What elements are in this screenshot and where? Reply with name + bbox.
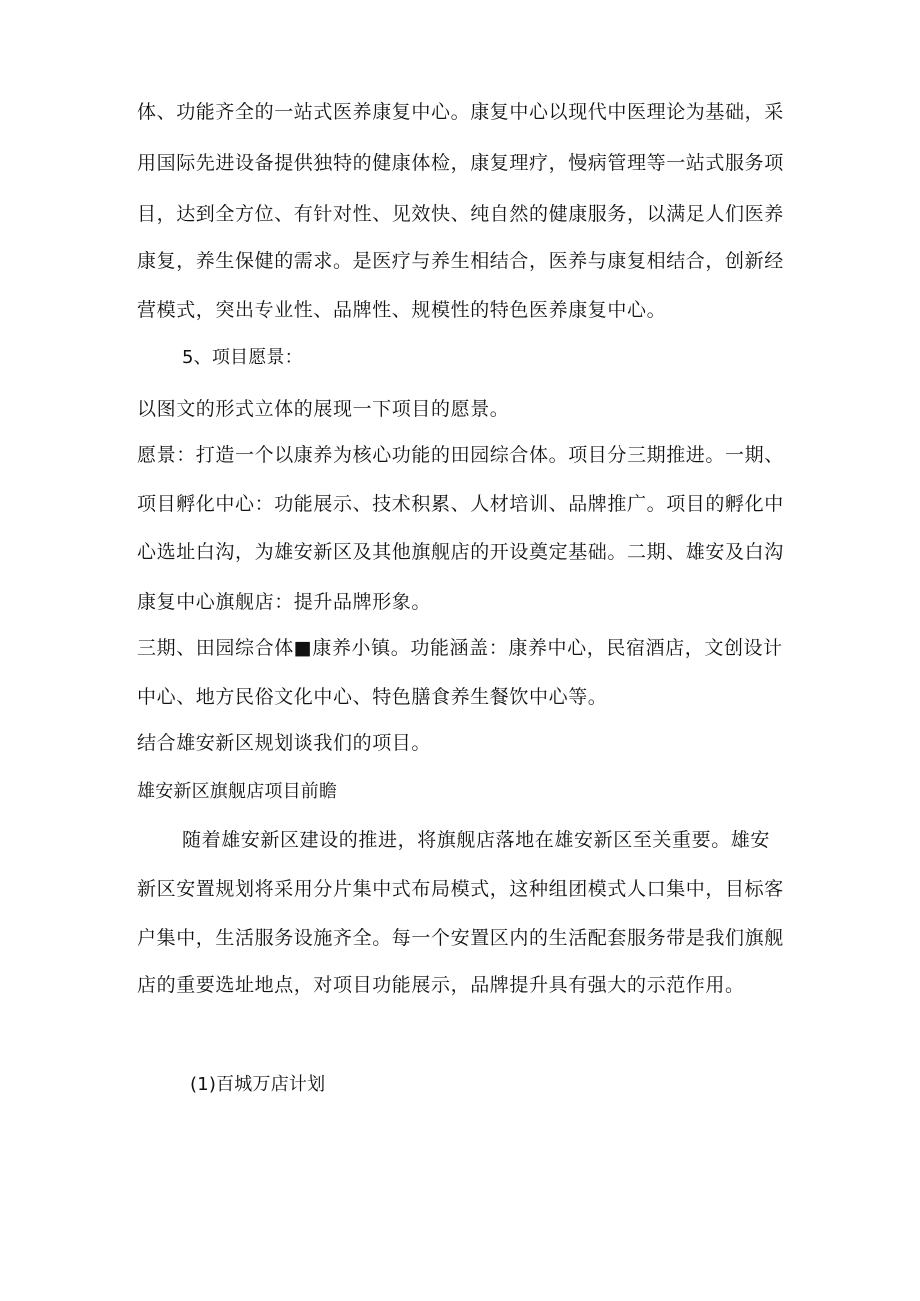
paragraph-line: 愿景：打造一个以康养为核心功能的田园综合体。项目分三期推进。一期、 xyxy=(137,444,784,466)
paragraph-line: 康复中心旗舰店：提升品牌形象。 xyxy=(137,591,432,613)
combine-line: 结合雄安新区规划谈我们的项目。 xyxy=(137,732,432,754)
paragraph-line: 体、功能齐全的一站式医养康复中心。康复中心以现代中医理论为基础，采 xyxy=(137,101,784,123)
prospect-heading: 雄安新区旗舰店项目前瞻 xyxy=(137,781,338,802)
paragraph-line: 中心、地方民俗文化中心、特色膳食养生餐饮中心等。 xyxy=(137,686,608,708)
paragraph-line: 营模式，突出专业性、品牌性、规模性的特色医养康复中心。 xyxy=(137,299,667,321)
section-heading-vision: 5、项目愿景： xyxy=(182,347,303,368)
paragraph-line: 目，达到全方位、有针对性、见效快、纯自然的健康服务，以满足人们医养 xyxy=(137,203,784,225)
paragraph-line: 新区安置规划将采用分片集中式布局模式，这种组团模式人口集中，目标客 xyxy=(137,878,784,900)
paragraph-line: 随着雄安新区建设的推进，将旗舰店落地在雄安新区至关重要。雄安 xyxy=(182,829,771,851)
paragraph-line: 康复，养生保健的需求。是医疗与养生相结合，医养与康复相结合，创新经 xyxy=(137,250,784,272)
vision-intro: 以图文的形式立体的展现一下项目的愿景。 xyxy=(137,398,510,420)
paragraph-line: 三期、田园综合体■康养小镇。功能涵盖：康养中心，民宿酒店，文创设计 xyxy=(137,637,783,659)
paragraph-line: 户集中，生活服务设施齐全。每一个安置区内的生活配套服务带是我们旗舰 xyxy=(137,927,784,949)
paragraph-line: 心选址白沟，为雄安新区及其他旗舰店的开设奠定基础。二期、雄安及白沟 xyxy=(137,541,784,563)
section-heading-plan: (1)百城万店计划 xyxy=(190,1074,326,1095)
paragraph-line: 店的重要选址地点，对项目功能展示，品牌提升具有强大的示范作用。 xyxy=(137,974,745,996)
paragraph-line: 用国际先进设备提供独特的健康体检，康复理疗，慢病管理等一站式服务项 xyxy=(137,152,784,174)
paragraph-line: 项目孵化中心：功能展示、技术积累、人材培训、品牌推广。项目的孵化中 xyxy=(137,493,784,515)
